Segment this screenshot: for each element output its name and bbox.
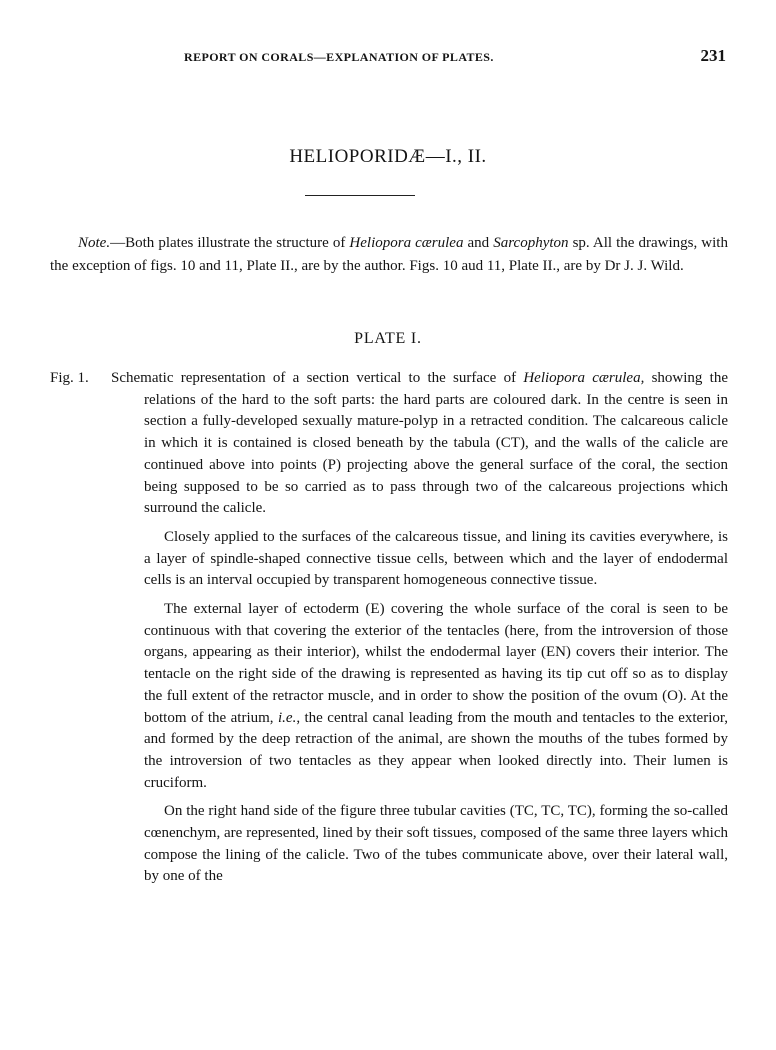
page-number: 231	[700, 46, 726, 65]
abbreviation: i.e.	[278, 709, 297, 726]
note-species-sarcophyton: Sarcophyton	[493, 235, 569, 251]
paragraph-text: , the central canal leading from the mouth and tentacles to the exterior, and formed by the deep retraction of the animal, are shown the mouths of the tubes formed by the introversion of two tentacles as they appear when looked directly into. Their lumen is cruciform.	[144, 709, 728, 791]
figure-paragraph	[144, 599, 728, 794]
note-paragraph	[50, 232, 728, 277]
note-text: sp. All the drawings, with the exception of figs. 10 and 11, Plate II., are by the author. Figs. 10 aud 11, Plate II., are by Dr J. J. Wild.	[50, 235, 728, 274]
note-text: —Both plates illustrate the structure of	[110, 235, 350, 251]
figure-description	[111, 368, 728, 895]
page-title: HELIOPORIDÆ—I., II.	[289, 146, 487, 167]
note-species-heliopora: Heliopora cærulea	[349, 235, 464, 251]
note-text: and	[463, 235, 494, 251]
figure-label: Fig. 1.	[50, 370, 89, 386]
note-label: Note.	[78, 235, 111, 251]
running-header	[0, 44, 776, 74]
title-rule	[305, 195, 415, 196]
figure-paragraph: On the right hand side of the figure three tubular cavities (TC, TC, TC), forming the so-called cœnenchym, are represented, lined by their soft tissues, composed of the same three layers which compose the lining of the calicle. Two of the tubes communicate above, over their lateral wall, by one of the	[144, 803, 728, 885]
paragraph-text: Schematic representation of a section vertical to the surface of	[111, 370, 524, 386]
species-name: Heliopora cærulea,	[523, 370, 645, 386]
figure-paragraph	[111, 368, 728, 520]
paragraph-text: The external layer of ectoderm (E) covering the whole surface of the coral is seen to be continuous with that covering the exterior of the tentacles (here, from the introversion of those organs, appearing as their interior), whilst the endodermal layer (EN) covers their interior. The tentacle on the right side of the drawing is represented as having its tip cut off so as to display the full extent of the retractor muscle, and in order to show the position of the ovum (O). At the bottom of the atrium,	[144, 601, 728, 726]
figure-paragraph: Closely applied to the surfaces of the calcareous tissue, and lining its cavities everywhere, is a layer of spindle-shaped connective tissue cells, between which and the layer of endodermal cells is an interval occupied by transparent homogeneous connective tissue.	[144, 528, 728, 589]
running-title: REPORT ON CORALS—EXPLANATION OF PLATES.	[184, 50, 494, 64]
plate-heading: PLATE I.	[354, 330, 422, 347]
paragraph-text: showing the relations of the hard to the soft parts: the hard parts are coloured dark. In the centre is seen in section a fully-developed sexually mature-polyp in a retracted condition. The calcareous calicle in which it is contained is closed beneath by the tabula (CT), and the walls of the calicle are continued above into points (P) projecting above the general surface of the coral, the section being supposed to be so carried as to pass through two of the calcareous projections which surround the calicle.	[144, 370, 728, 517]
